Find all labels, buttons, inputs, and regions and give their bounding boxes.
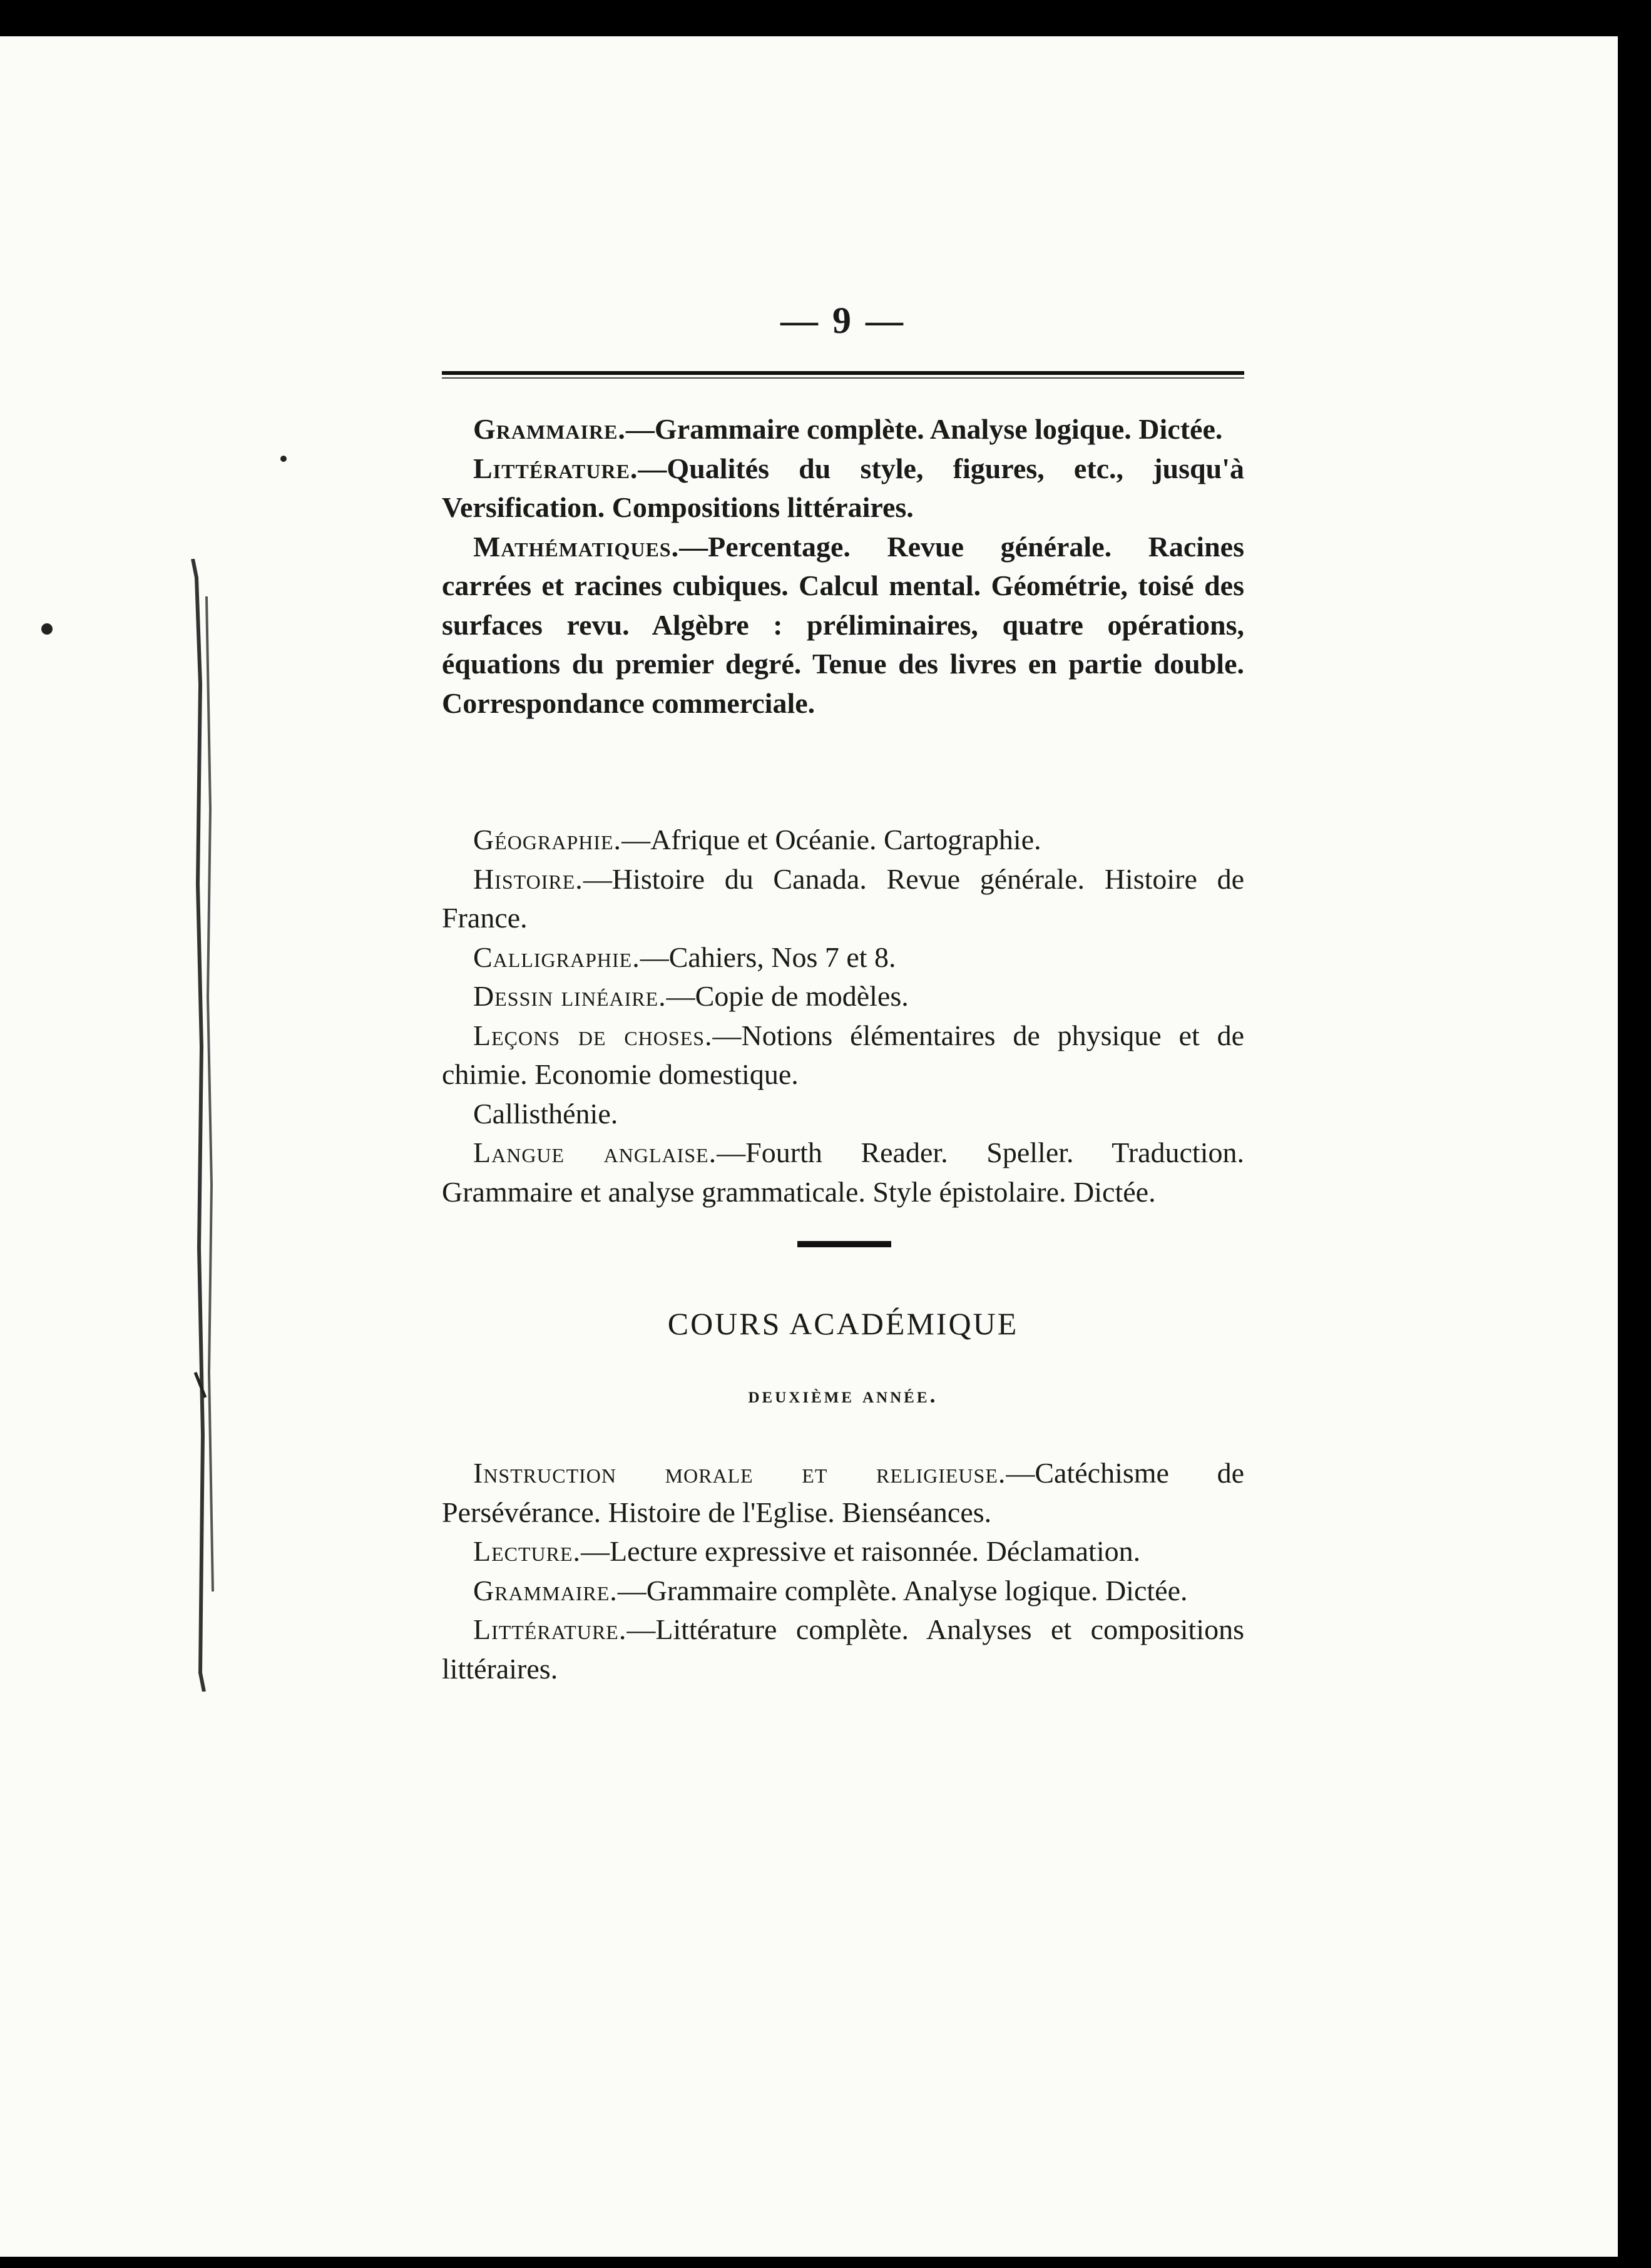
item (442, 1454, 1244, 1532)
item-body: —Catéchisme de Persévérance. Histoire de l'Eglise. Bienséances. (442, 1457, 1244, 1528)
item (442, 449, 1244, 528)
item-heading: Mathématiques. (473, 530, 680, 563)
item-heading: Grammaire. (473, 413, 626, 445)
item (442, 1571, 1244, 1611)
section-divider (797, 1241, 891, 1247)
item (442, 977, 1244, 1016)
item-body: —Percentage. Revue générale. Racines carrées et racines cubiques. Calcul mental. Géométrie, toisé des surfaces revu. Algèbre : préliminaires, quatre opérations, équations du premier degré. Tenue des livres en partie double. Correspondance commerciale. (442, 530, 1244, 719)
item-body: —Histoire du Canada. Revue générale. Histoire de France. (442, 862, 1244, 934)
binding-edge (188, 559, 218, 1692)
header-rule (442, 371, 1244, 379)
item-body: —Qualités du style, figures, etc., jusqu'à Versification. Compositions littéraires. (442, 452, 1244, 523)
item-heading: Littérature. (473, 452, 638, 484)
item-heading: Lecture. (473, 1535, 581, 1567)
item-body: —Fourth Reader. Speller. Traduction. Grammaire et analyse grammaticale. Style épistolaire. Dictée. (442, 1137, 1244, 1208)
scanned-page (0, 36, 1618, 2257)
item-heading: Dessin linéaire. (473, 980, 667, 1012)
item-body: Callisthénie. (473, 1097, 618, 1130)
ink-mark (41, 623, 53, 635)
item-body: —Copie de modèles. (666, 980, 909, 1012)
section-title: COURS ACADÉMIQUE (667, 1306, 1019, 1341)
item (442, 528, 1244, 723)
item (442, 410, 1244, 449)
item-heading: Histoire. (473, 862, 583, 895)
item (442, 1133, 1244, 1212)
item-body: —Afrique et Océanie. Cartographie. (621, 824, 1041, 856)
item (442, 938, 1244, 978)
item-heading: Géographie. (473, 824, 622, 856)
upper-items (442, 410, 1244, 723)
item-heading: Instruction morale et religieuse. (473, 1457, 1006, 1489)
lower-items (442, 1454, 1244, 1688)
item-heading: Grammaire. (473, 1574, 618, 1606)
item-heading: Calligraphie. (473, 941, 640, 973)
ink-mark (280, 456, 287, 462)
item-body: —Lecture expressive et raisonnée. Déclamation. (581, 1535, 1141, 1567)
item-heading: Langue anglaise. (473, 1137, 717, 1168)
item-heading: Littérature. (473, 1613, 627, 1645)
item (442, 820, 1244, 860)
item (442, 1016, 1244, 1095)
item-body: —Notions élémentaires de physique et de chimie. Economie domestique. (442, 1019, 1244, 1090)
section-subtitle: deuxième année. (748, 1382, 938, 1407)
item (442, 1095, 1244, 1134)
item-body: —Grammaire complète. Analyse logique. Dictée. (617, 1574, 1188, 1606)
middle-items (442, 820, 1244, 1212)
item (442, 1532, 1244, 1571)
item-heading: Leçons de choses. (473, 1019, 713, 1051)
item (442, 860, 1244, 938)
item (442, 1610, 1244, 1688)
item-body: —Grammaire complète. Analyse logique. Dictée. (625, 413, 1223, 445)
item-body: —Cahiers, Nos 7 et 8. (640, 941, 896, 973)
page-number: — 9 — (780, 300, 906, 341)
item-body: —Littérature complète. Analyses et compositions littéraires. (442, 1613, 1244, 1685)
